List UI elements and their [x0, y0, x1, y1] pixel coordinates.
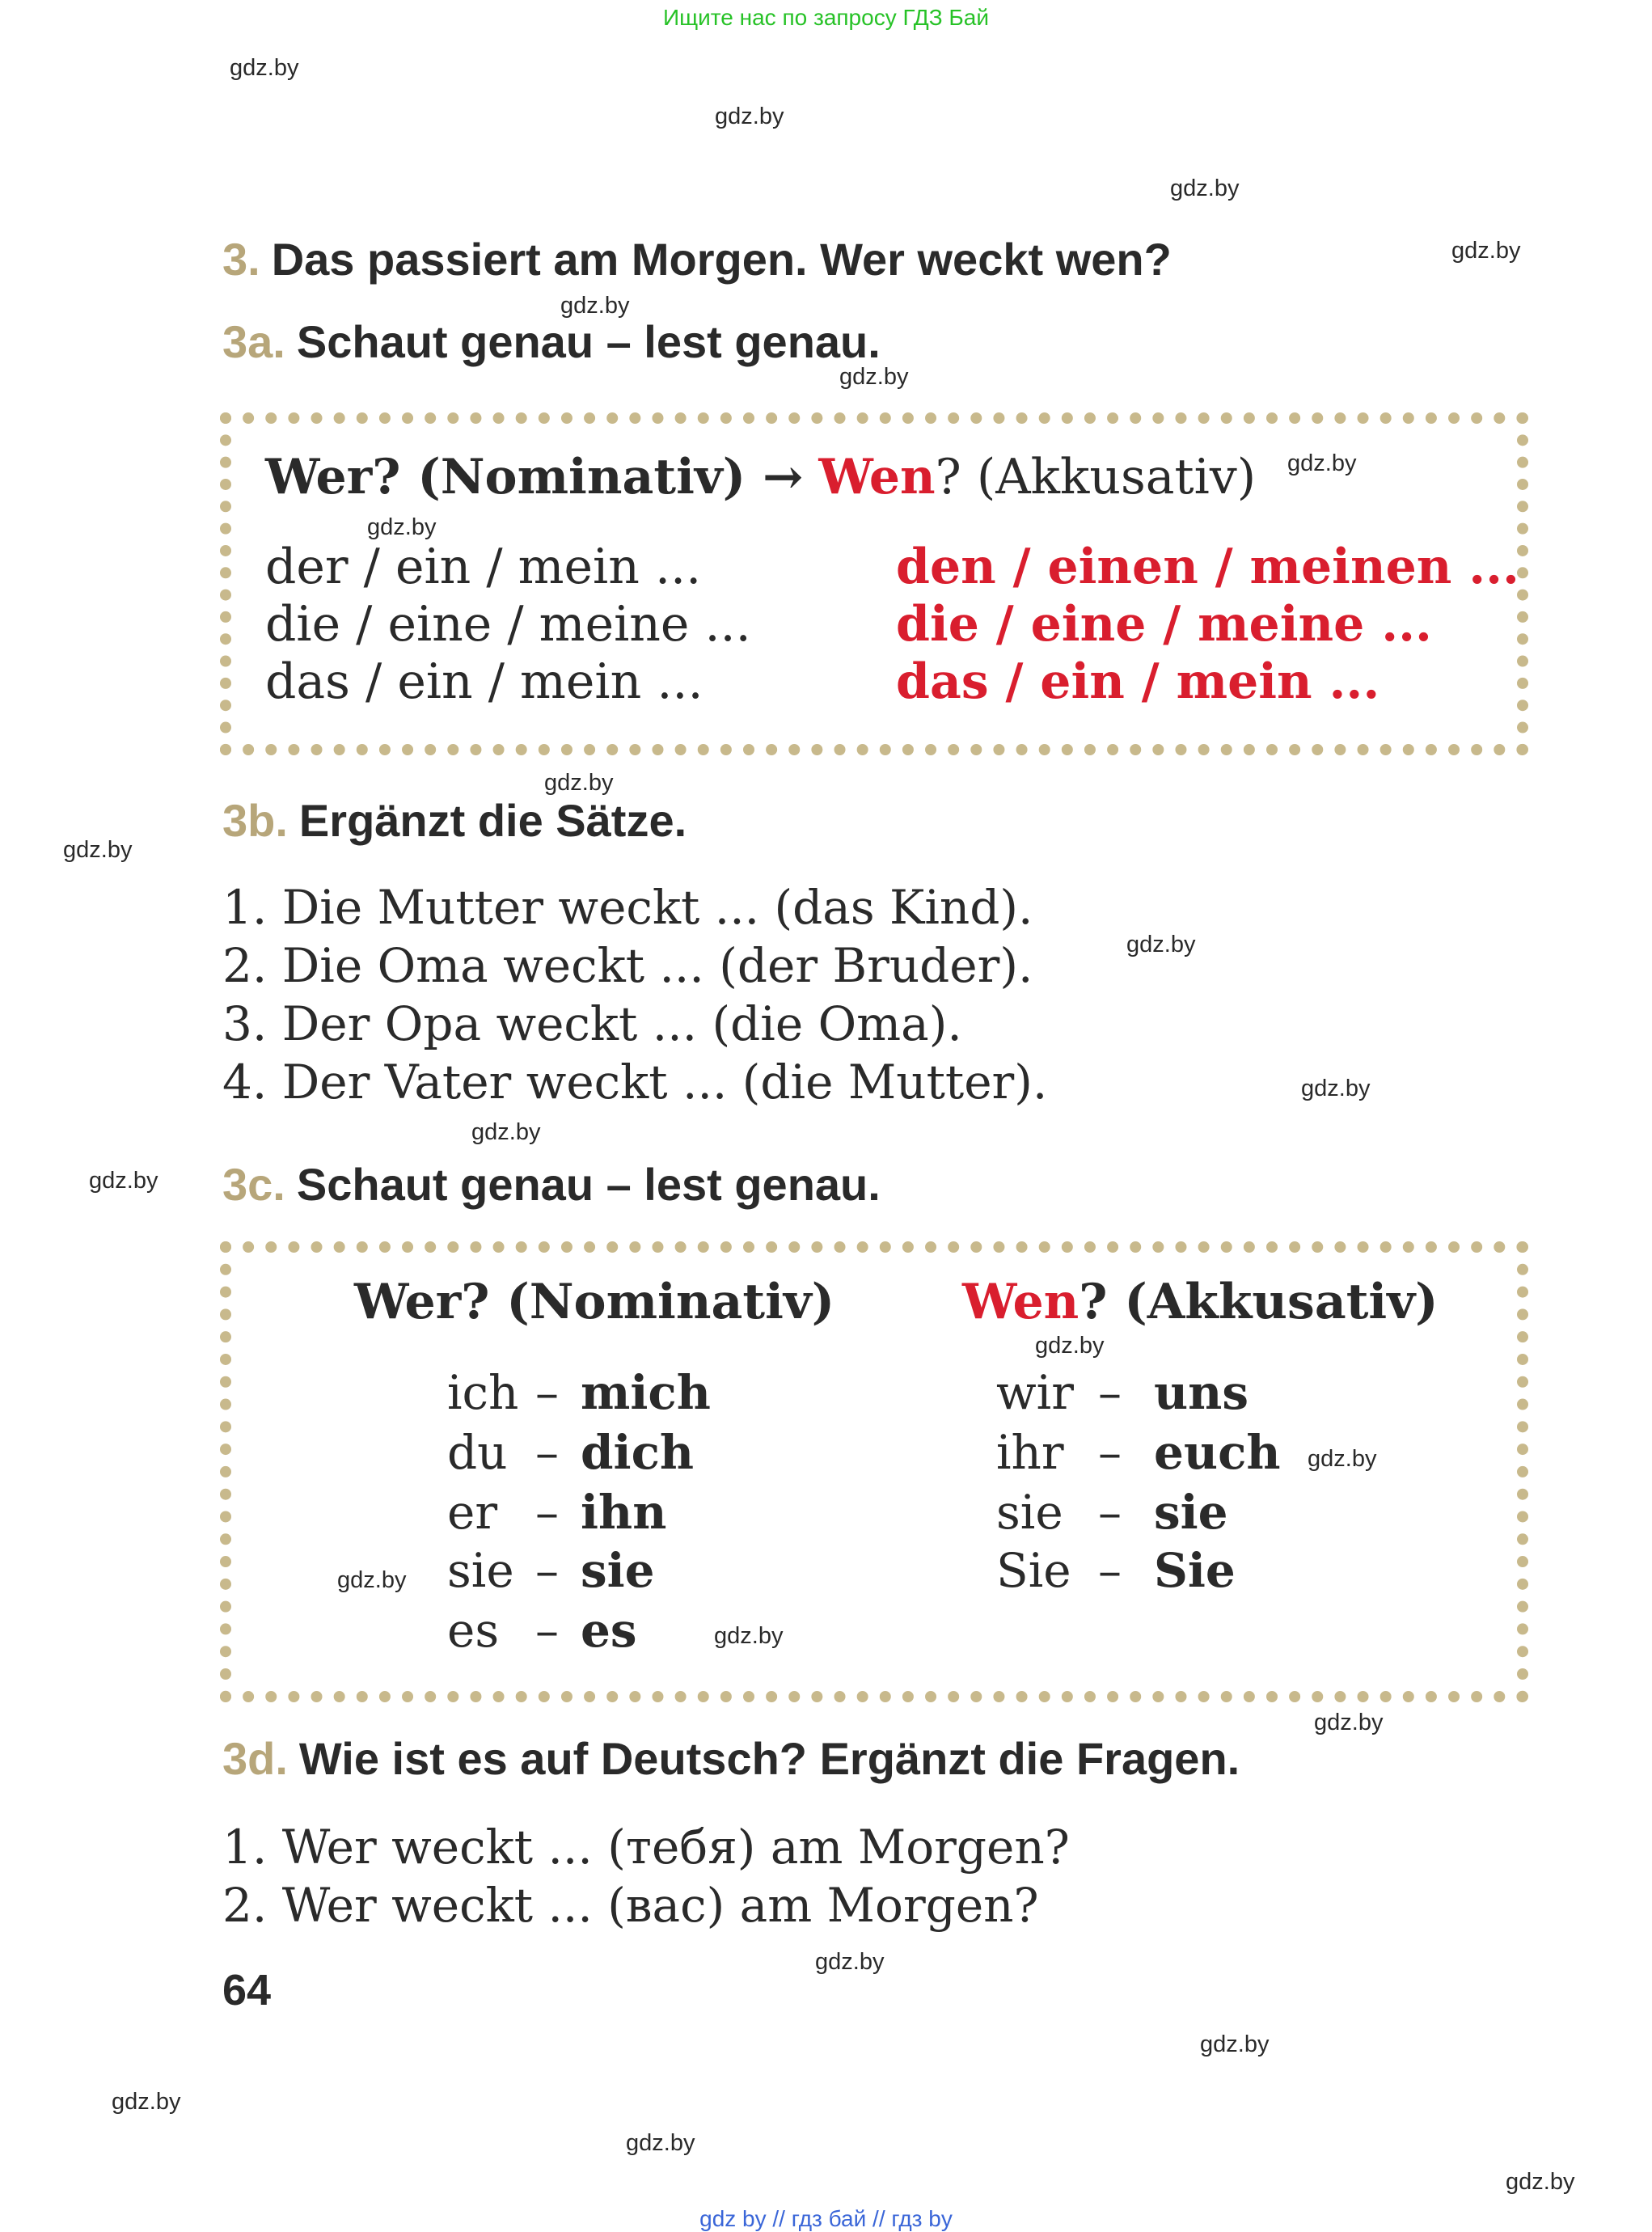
- pronoun-nom: es: [447, 1603, 500, 1658]
- pronoun-dash: –: [535, 1425, 559, 1480]
- exercise-number: 3a.: [222, 316, 285, 367]
- pronoun-akk: mich: [581, 1365, 711, 1420]
- nominativ-row: die / eine / meine ...: [265, 596, 751, 653]
- pronoun-dash: –: [1098, 1365, 1122, 1420]
- watermark: gdz.by: [63, 837, 133, 863]
- pronoun-nom: Sie: [996, 1543, 1071, 1598]
- pronoun-dash: –: [1098, 1543, 1122, 1598]
- pronoun-dash: –: [535, 1543, 559, 1598]
- page-number: 64: [222, 1966, 272, 2014]
- exercise-number: 3.: [222, 234, 260, 285]
- watermark: gdz.by: [230, 55, 299, 81]
- exercise-number: 3b.: [222, 795, 288, 846]
- watermark: gdz.by: [112, 2089, 181, 2115]
- nominativ-row: das / ein / mein ...: [265, 653, 703, 710]
- grammar-box-heading: [265, 449, 1256, 505]
- exercise-title: Wie ist es auf Deutsch? Ergänzt die Fragen.: [298, 1733, 1240, 1784]
- exercise-title: Ergänzt die Sätze.: [298, 795, 687, 846]
- watermark: gdz.by: [1170, 175, 1240, 201]
- footer-links: gdz by // гдз бай // гдз by: [699, 2206, 953, 2231]
- list-item: 1. Wer weckt ... (тебя) am Morgen?: [222, 1820, 1070, 1875]
- pronoun-dash: –: [535, 1603, 559, 1658]
- watermark: gdz.by: [471, 1119, 541, 1145]
- watermark: gdz.by: [1200, 2031, 1270, 2057]
- pronoun-nom: ich: [447, 1365, 519, 1420]
- list-item: 2. Die Oma weckt ... (der Bruder).: [222, 938, 1033, 993]
- list-item: 1. Die Mutter weckt ... (das Kind).: [222, 880, 1033, 935]
- watermark: gdz.by: [714, 1623, 784, 1649]
- watermark: gdz.by: [560, 293, 630, 319]
- exercise-number: 3c.: [222, 1159, 285, 1210]
- top-banner: Ищите нас по запросу ГДЗ Бай: [662, 5, 990, 30]
- watermark: gdz.by: [1451, 238, 1521, 264]
- exercise-3b-heading: [222, 794, 687, 847]
- watermark: gdz.by: [89, 1168, 158, 1194]
- watermark: gdz.by: [1506, 2169, 1575, 2195]
- pronoun-nom: sie: [996, 1485, 1063, 1540]
- watermark: gdz.by: [1301, 1076, 1371, 1101]
- exercise-number: 3d.: [222, 1733, 288, 1784]
- pronoun-akk: euch: [1154, 1425, 1281, 1480]
- pronoun-akk: uns: [1154, 1365, 1249, 1420]
- pronoun-nom: sie: [447, 1543, 514, 1598]
- watermark: gdz.by: [1314, 1710, 1384, 1735]
- pronoun-nom: er: [447, 1485, 498, 1540]
- watermark: gdz.by: [839, 364, 909, 390]
- heading-red: Wen: [962, 1274, 1080, 1330]
- exercise-title: Schaut genau – lest genau.: [296, 1159, 881, 1210]
- pronoun-dash: –: [535, 1365, 559, 1420]
- pronoun-heading-left: Wer? (Nominativ): [354, 1274, 835, 1330]
- akkusativ-row: die / eine / meine ...: [896, 596, 1432, 653]
- pronoun-nom: ihr: [996, 1425, 1064, 1480]
- akkusativ-row: das / ein / mein ...: [896, 653, 1380, 710]
- exercise-3-heading: [222, 233, 1172, 285]
- pronoun-nom: wir: [996, 1365, 1074, 1420]
- pronoun-dash: –: [1098, 1425, 1122, 1480]
- watermark: gdz.by: [815, 1949, 885, 1975]
- pronoun-akk: es: [581, 1603, 637, 1658]
- pronoun-akk: sie: [1154, 1485, 1228, 1540]
- list-item: 2. Wer weckt ... (вас) am Morgen?: [222, 1878, 1039, 1933]
- exercise-3c-heading: [222, 1158, 881, 1211]
- pronoun-dash: –: [535, 1485, 559, 1540]
- list-item: 4. Der Vater weckt ... (die Mutter).: [222, 1055, 1048, 1110]
- list-item: 3. Der Opa weckt ... (die Oma).: [222, 996, 962, 1051]
- nominativ-row: der / ein / mein ...: [265, 539, 702, 595]
- heading-right: ? (Akkusativ): [935, 449, 1257, 505]
- pronoun-akk: ihn: [581, 1485, 667, 1540]
- watermark: gdz.by: [1287, 450, 1357, 476]
- exercise-3a-heading: [222, 315, 881, 368]
- pronoun-dash: –: [1098, 1485, 1122, 1540]
- pronoun-akk: dich: [581, 1425, 695, 1480]
- watermark: gdz.by: [367, 514, 437, 540]
- watermark: gdz.by: [337, 1567, 407, 1593]
- akkusativ-row: den / einen / meinen ...: [896, 539, 1519, 595]
- watermark: gdz.by: [1035, 1333, 1105, 1359]
- exercise-title: Das passiert am Morgen. Wer weckt wen?: [271, 234, 1172, 285]
- watermark: gdz.by: [544, 770, 614, 796]
- pronoun-akk: sie: [581, 1543, 655, 1598]
- watermark: gdz.by: [1126, 932, 1196, 957]
- watermark: gdz.by: [1308, 1446, 1377, 1472]
- exercise-title: Schaut genau – lest genau.: [296, 316, 881, 367]
- heading-red: Wen: [818, 449, 936, 505]
- exercise-3d-heading: [222, 1732, 1240, 1785]
- pronoun-nom: du: [447, 1425, 508, 1480]
- heading-right: ? (Akkusativ): [1079, 1274, 1439, 1330]
- watermark: gdz.by: [626, 2130, 695, 2156]
- pronoun-heading-right: [962, 1274, 1438, 1330]
- pronoun-akk: Sie: [1154, 1543, 1236, 1598]
- watermark: gdz.by: [715, 104, 784, 129]
- heading-left: Wer? (Nominativ) →: [265, 449, 804, 505]
